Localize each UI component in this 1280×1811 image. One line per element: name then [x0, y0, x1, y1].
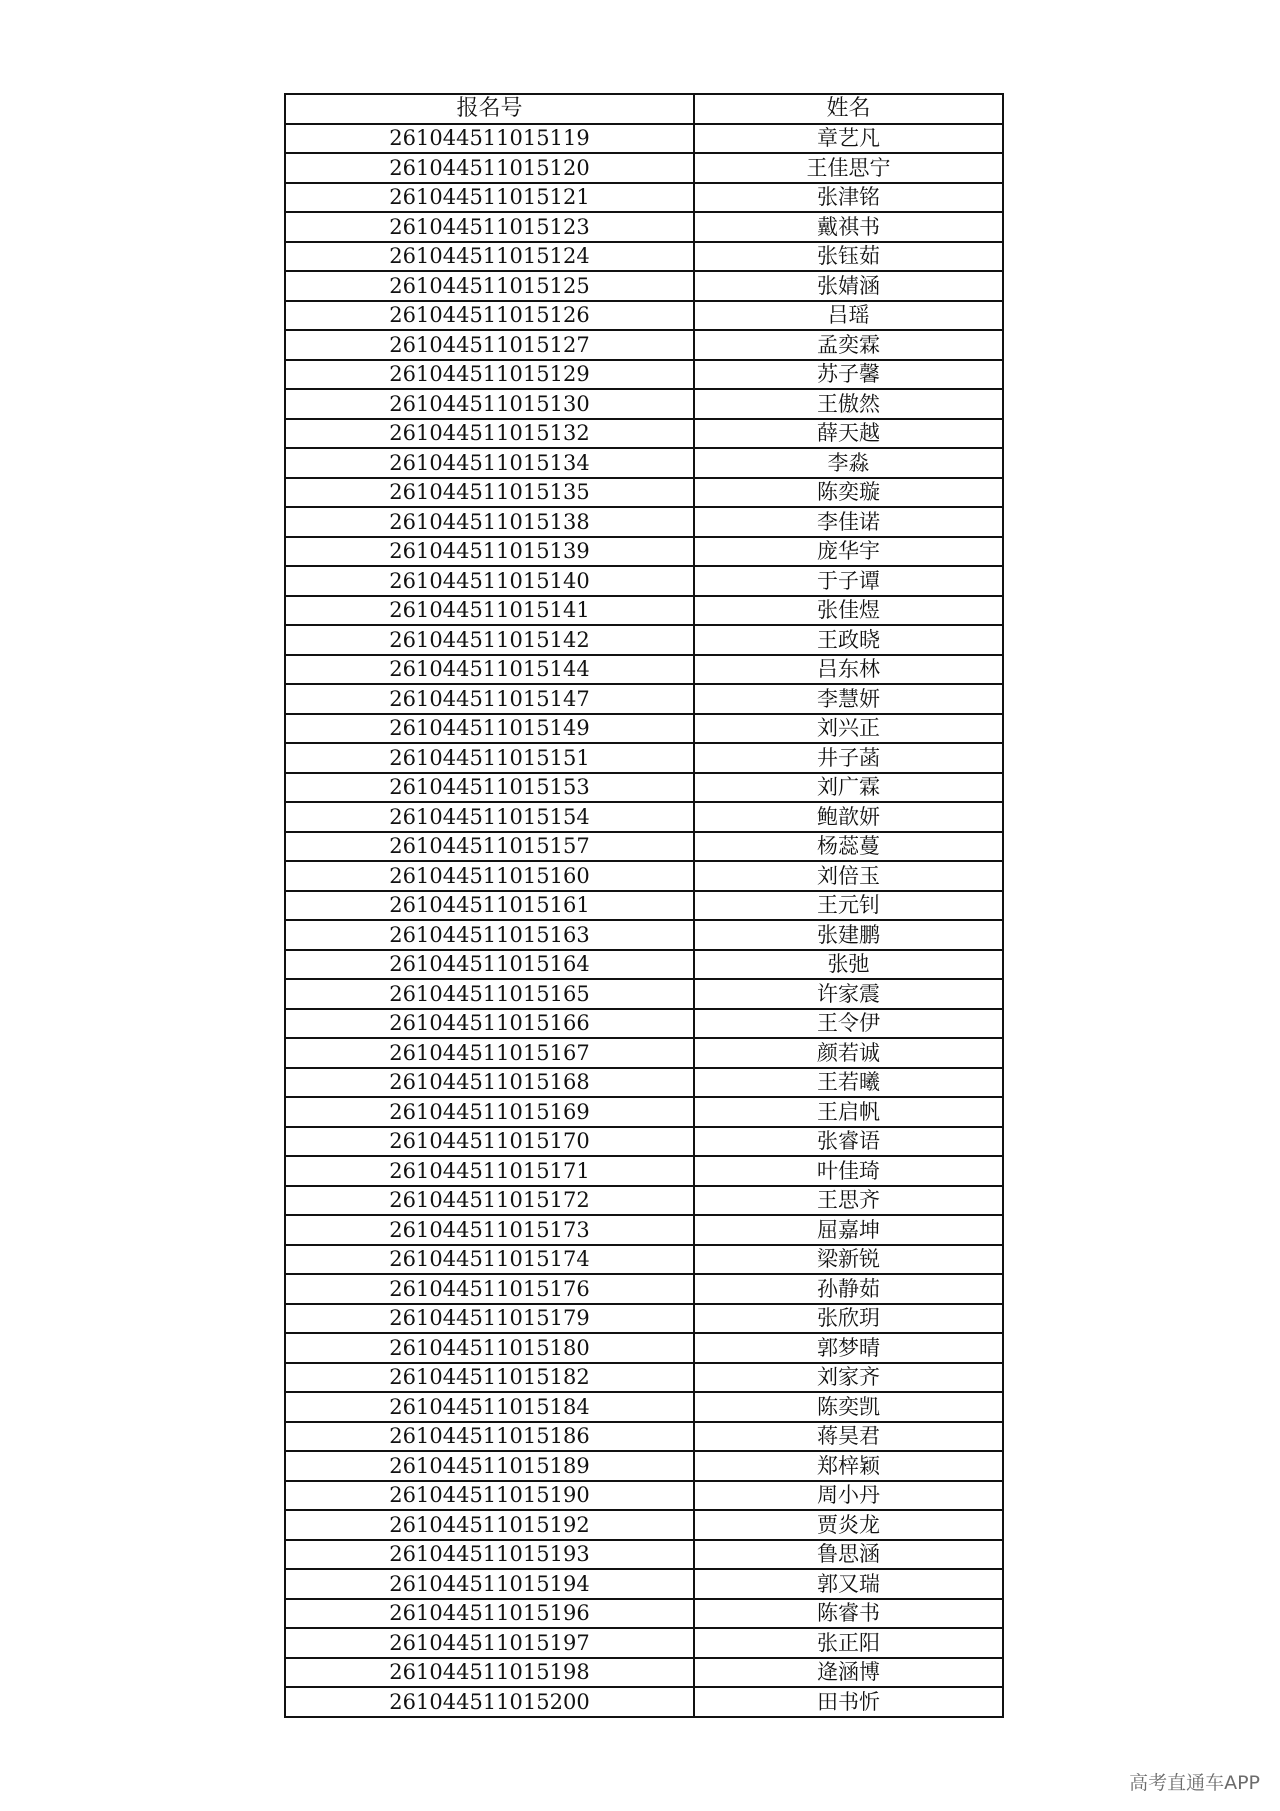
- registration-number-cell: 261044511015165: [285, 979, 694, 1009]
- name-cell: 张佳煜: [694, 596, 1003, 626]
- roster-table: [284, 93, 1004, 1718]
- table-row: [285, 950, 1003, 980]
- registration-number-cell: 261044511015135: [285, 478, 694, 508]
- registration-number-cell: 261044511015141: [285, 596, 694, 626]
- table-row: [285, 832, 1003, 862]
- registration-number-cell: 261044511015154: [285, 802, 694, 832]
- name-cell: 蒋昊君: [694, 1422, 1003, 1452]
- registration-number-cell: 261044511015168: [285, 1068, 694, 1098]
- table-row: [285, 360, 1003, 390]
- table-row: [285, 743, 1003, 773]
- name-cell: 张津铭: [694, 183, 1003, 213]
- table-row: [285, 655, 1003, 685]
- registration-number-cell: 261044511015171: [285, 1156, 694, 1186]
- table-row: [285, 1215, 1003, 1245]
- name-cell: 薛天越: [694, 419, 1003, 449]
- name-cell: 屈嘉坤: [694, 1215, 1003, 1245]
- table-row: [285, 478, 1003, 508]
- table-row: [285, 301, 1003, 331]
- table-row: [285, 124, 1003, 154]
- name-cell: 陈奕凯: [694, 1392, 1003, 1422]
- table-row: [285, 1540, 1003, 1570]
- name-cell: 张建鹏: [694, 920, 1003, 950]
- registration-number-cell: 261044511015174: [285, 1245, 694, 1275]
- name-cell: 陈睿书: [694, 1599, 1003, 1629]
- table-row: [285, 1186, 1003, 1216]
- table-row: [285, 1304, 1003, 1334]
- registration-number-cell: 261044511015142: [285, 625, 694, 655]
- registration-number-cell: 261044511015160: [285, 861, 694, 891]
- table-row: [285, 389, 1003, 419]
- name-cell: 王令伊: [694, 1009, 1003, 1039]
- name-cell: 章艺凡: [694, 124, 1003, 154]
- table-row: [285, 212, 1003, 242]
- name-cell: 逄涵博: [694, 1658, 1003, 1688]
- registration-number-cell: 261044511015192: [285, 1510, 694, 1540]
- column-header-registration-number: 报名号: [285, 94, 694, 124]
- name-cell: 苏子馨: [694, 360, 1003, 390]
- registration-number-cell: 261044511015151: [285, 743, 694, 773]
- name-cell: 刘家齐: [694, 1363, 1003, 1393]
- table-row: [285, 1481, 1003, 1511]
- table-row: [285, 1097, 1003, 1127]
- name-cell: 张正阳: [694, 1628, 1003, 1658]
- registration-number-cell: 261044511015180: [285, 1333, 694, 1363]
- table-row: [285, 1422, 1003, 1452]
- registration-number-cell: 261044511015129: [285, 360, 694, 390]
- table-row: [285, 271, 1003, 301]
- table-row: [285, 920, 1003, 950]
- name-cell: 田书忻: [694, 1687, 1003, 1717]
- name-cell: 郑梓颖: [694, 1451, 1003, 1481]
- name-cell: 李慧妍: [694, 684, 1003, 714]
- registration-number-cell: 261044511015193: [285, 1540, 694, 1570]
- registration-number-cell: 261044511015179: [285, 1304, 694, 1334]
- table-row: [285, 1628, 1003, 1658]
- table-row: [285, 1451, 1003, 1481]
- header-row: [285, 94, 1003, 124]
- table-row: [285, 183, 1003, 213]
- registration-number-cell: 261044511015169: [285, 1097, 694, 1127]
- name-cell: 张钰茹: [694, 242, 1003, 272]
- name-cell: 周小丹: [694, 1481, 1003, 1511]
- registration-number-cell: 261044511015197: [285, 1628, 694, 1658]
- name-cell: 刘广霖: [694, 773, 1003, 803]
- name-cell: 郭梦晴: [694, 1333, 1003, 1363]
- table-row: [285, 1510, 1003, 1540]
- table-row: [285, 1274, 1003, 1304]
- registration-number-cell: 261044511015126: [285, 301, 694, 331]
- table-row: [285, 625, 1003, 655]
- name-cell: 张欣玥: [694, 1304, 1003, 1334]
- registration-number-cell: 261044511015121: [285, 183, 694, 213]
- table-row: [285, 153, 1003, 183]
- name-cell: 王元钊: [694, 891, 1003, 921]
- table-row: [285, 1687, 1003, 1717]
- registration-number-cell: 261044511015124: [285, 242, 694, 272]
- table-row: [285, 448, 1003, 478]
- table-row: [285, 979, 1003, 1009]
- table-row: [285, 419, 1003, 449]
- name-cell: 于子谭: [694, 566, 1003, 596]
- registration-number-cell: 261044511015164: [285, 950, 694, 980]
- table-row: [285, 1392, 1003, 1422]
- table-row: [285, 773, 1003, 803]
- registration-number-cell: 261044511015161: [285, 891, 694, 921]
- registration-number-cell: 261044511015140: [285, 566, 694, 596]
- name-cell: 吕东林: [694, 655, 1003, 685]
- name-cell: 刘兴正: [694, 714, 1003, 744]
- table-row: [285, 1658, 1003, 1688]
- name-cell: 陈奕璇: [694, 478, 1003, 508]
- table-row: [285, 684, 1003, 714]
- registration-number-cell: 261044511015190: [285, 1481, 694, 1511]
- name-cell: 张弛: [694, 950, 1003, 980]
- registration-number-cell: 261044511015132: [285, 419, 694, 449]
- table-row: [285, 1599, 1003, 1629]
- table-row: [285, 714, 1003, 744]
- name-cell: 许家震: [694, 979, 1003, 1009]
- registration-number-cell: 261044511015173: [285, 1215, 694, 1245]
- name-cell: 叶佳琦: [694, 1156, 1003, 1186]
- registration-number-cell: 261044511015163: [285, 920, 694, 950]
- name-cell: 贾炎龙: [694, 1510, 1003, 1540]
- name-cell: 李佳诺: [694, 507, 1003, 537]
- name-cell: 戴祺书: [694, 212, 1003, 242]
- table-row: [285, 1127, 1003, 1157]
- name-cell: 王启帆: [694, 1097, 1003, 1127]
- registration-number-cell: 261044511015138: [285, 507, 694, 537]
- registration-number-cell: 261044511015149: [285, 714, 694, 744]
- name-cell: 吕瑶: [694, 301, 1003, 331]
- registration-number-cell: 261044511015172: [285, 1186, 694, 1216]
- table-row: [285, 1333, 1003, 1363]
- column-header-name: 姓名: [694, 94, 1003, 124]
- roster-body: [285, 124, 1003, 1717]
- registration-number-cell: 261044511015144: [285, 655, 694, 685]
- registration-number-cell: 261044511015153: [285, 773, 694, 803]
- table-row: [285, 1009, 1003, 1039]
- name-cell: 王政晓: [694, 625, 1003, 655]
- registration-number-cell: 261044511015166: [285, 1009, 694, 1039]
- name-cell: 王佳思宁: [694, 153, 1003, 183]
- registration-number-cell: 261044511015139: [285, 537, 694, 567]
- table-row: [285, 566, 1003, 596]
- table-row: [285, 596, 1003, 626]
- registration-number-cell: 261044511015157: [285, 832, 694, 862]
- name-cell: 鲍歆妍: [694, 802, 1003, 832]
- table-row: [285, 1038, 1003, 1068]
- registration-number-cell: 261044511015184: [285, 1392, 694, 1422]
- name-cell: 刘倍玉: [694, 861, 1003, 891]
- registration-number-cell: 261044511015119: [285, 124, 694, 154]
- name-cell: 张睿语: [694, 1127, 1003, 1157]
- registration-number-cell: 261044511015120: [285, 153, 694, 183]
- name-cell: 孟奕霖: [694, 330, 1003, 360]
- table-row: [285, 242, 1003, 272]
- name-cell: 郭又瑞: [694, 1569, 1003, 1599]
- registration-number-cell: 261044511015134: [285, 448, 694, 478]
- table-row: [285, 891, 1003, 921]
- watermark-text: 高考直通车APP: [1129, 1772, 1260, 1794]
- table-row: [285, 861, 1003, 891]
- registration-number-cell: 261044511015196: [285, 1599, 694, 1629]
- registration-number-cell: 261044511015170: [285, 1127, 694, 1157]
- registration-number-cell: 261044511015147: [285, 684, 694, 714]
- name-cell: 王傲然: [694, 389, 1003, 419]
- name-cell: 张婧涵: [694, 271, 1003, 301]
- registration-number-cell: 261044511015127: [285, 330, 694, 360]
- name-cell: 颜若诚: [694, 1038, 1003, 1068]
- name-cell: 庞华宇: [694, 537, 1003, 567]
- registration-number-cell: 261044511015176: [285, 1274, 694, 1304]
- table-row: [285, 1245, 1003, 1275]
- name-cell: 王思齐: [694, 1186, 1003, 1216]
- name-cell: 井子菡: [694, 743, 1003, 773]
- name-cell: 梁新锐: [694, 1245, 1003, 1275]
- registration-number-cell: 261044511015194: [285, 1569, 694, 1599]
- table-row: [285, 1363, 1003, 1393]
- name-cell: 杨蕊蔓: [694, 832, 1003, 862]
- table-row: [285, 802, 1003, 832]
- table-row: [285, 507, 1003, 537]
- registration-number-cell: 261044511015123: [285, 212, 694, 242]
- registration-number-cell: 261044511015130: [285, 389, 694, 419]
- table-row: [285, 1569, 1003, 1599]
- table-row: [285, 537, 1003, 567]
- table-row: [285, 1156, 1003, 1186]
- registration-number-cell: 261044511015167: [285, 1038, 694, 1068]
- registration-number-cell: 261044511015198: [285, 1658, 694, 1688]
- registration-number-cell: 261044511015182: [285, 1363, 694, 1393]
- registration-number-cell: 261044511015189: [285, 1451, 694, 1481]
- name-cell: 孙静茹: [694, 1274, 1003, 1304]
- name-cell: 鲁思涵: [694, 1540, 1003, 1570]
- registration-number-cell: 261044511015186: [285, 1422, 694, 1452]
- name-cell: 王若曦: [694, 1068, 1003, 1098]
- table-row: [285, 1068, 1003, 1098]
- name-cell: 李淼: [694, 448, 1003, 478]
- registration-number-cell: 261044511015200: [285, 1687, 694, 1717]
- registration-number-cell: 261044511015125: [285, 271, 694, 301]
- table-row: [285, 330, 1003, 360]
